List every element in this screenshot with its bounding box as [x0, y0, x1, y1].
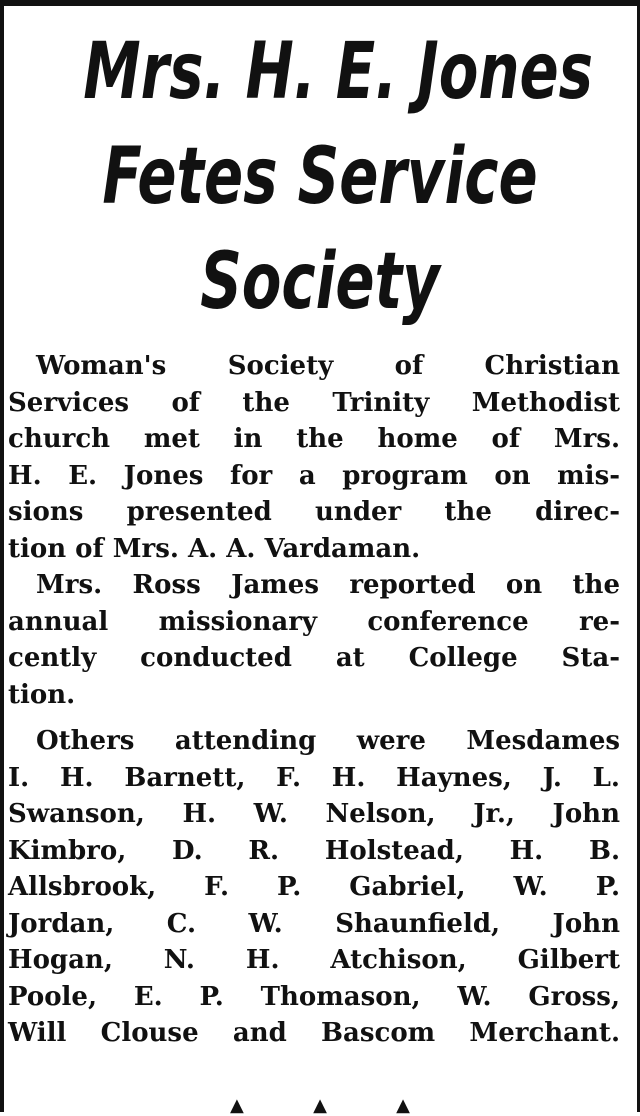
- paragraph-line: H. E. Jones for a program on mis-: [8, 460, 620, 491]
- paragraph-line: church met in the home of Mrs.: [8, 424, 620, 454]
- paragraph-line: Allsbrook, F. P. Gabriel, W. P.: [8, 872, 620, 902]
- paragraph-line: Jordan, C. W. Shaunfield, John: [8, 908, 620, 939]
- paragraph-line: tion.: [8, 679, 76, 710]
- ornament-icon: ▲: [313, 1095, 327, 1116]
- headline-line-2: Fetes Service: [102, 132, 538, 222]
- paragraph-line: Services of the Trinity Methodist: [8, 387, 620, 418]
- headline-line-1: Mrs. H. E. Jones: [83, 27, 593, 117]
- paragraph-line: Poole, E. P. Thomason, W. Gross,: [8, 981, 620, 1012]
- headline: [0, 20, 640, 335]
- paragraph-line: Mrs. Ross James reported on the: [36, 570, 620, 600]
- article-body: [8, 348, 620, 1052]
- ornament-icon: ▲: [396, 1095, 410, 1116]
- section-ornaments: [230, 1095, 410, 1116]
- paragraph-line: Will Clouse and Bascom Merchant.: [8, 1018, 620, 1048]
- ornament-icon: ▲: [230, 1095, 244, 1116]
- paragraph-2: [8, 567, 620, 713]
- paragraph-3: [8, 723, 620, 1052]
- paragraph-line: sions presented under the direc-: [8, 497, 620, 527]
- paragraph-line: Swanson, H. W. Nelson, Jr., John: [8, 799, 620, 829]
- paragraph-line: Woman's Society of Christian: [36, 351, 620, 381]
- paragraph-line: tion of Mrs. A. A. Vardaman.: [8, 533, 421, 564]
- paragraph-line: annual missionary conference re-: [8, 606, 620, 637]
- paragraph-line: cently conducted at College Sta-: [8, 643, 620, 673]
- top-column-rule: [0, 0, 640, 6]
- paragraph-line: I. H. Barnett, F. H. Haynes, J. L.: [8, 762, 620, 793]
- headline-line-3: Society: [200, 237, 440, 327]
- paragraph-gap: [8, 713, 620, 723]
- paragraph-line: Kimbro, D. R. Holstead, H. B.: [8, 835, 620, 866]
- paragraph-line: Others attending were Mesdames: [36, 726, 620, 756]
- paragraph-1: [8, 348, 620, 567]
- paragraph-line: Hogan, N. H. Atchison, Gilbert: [8, 945, 620, 975]
